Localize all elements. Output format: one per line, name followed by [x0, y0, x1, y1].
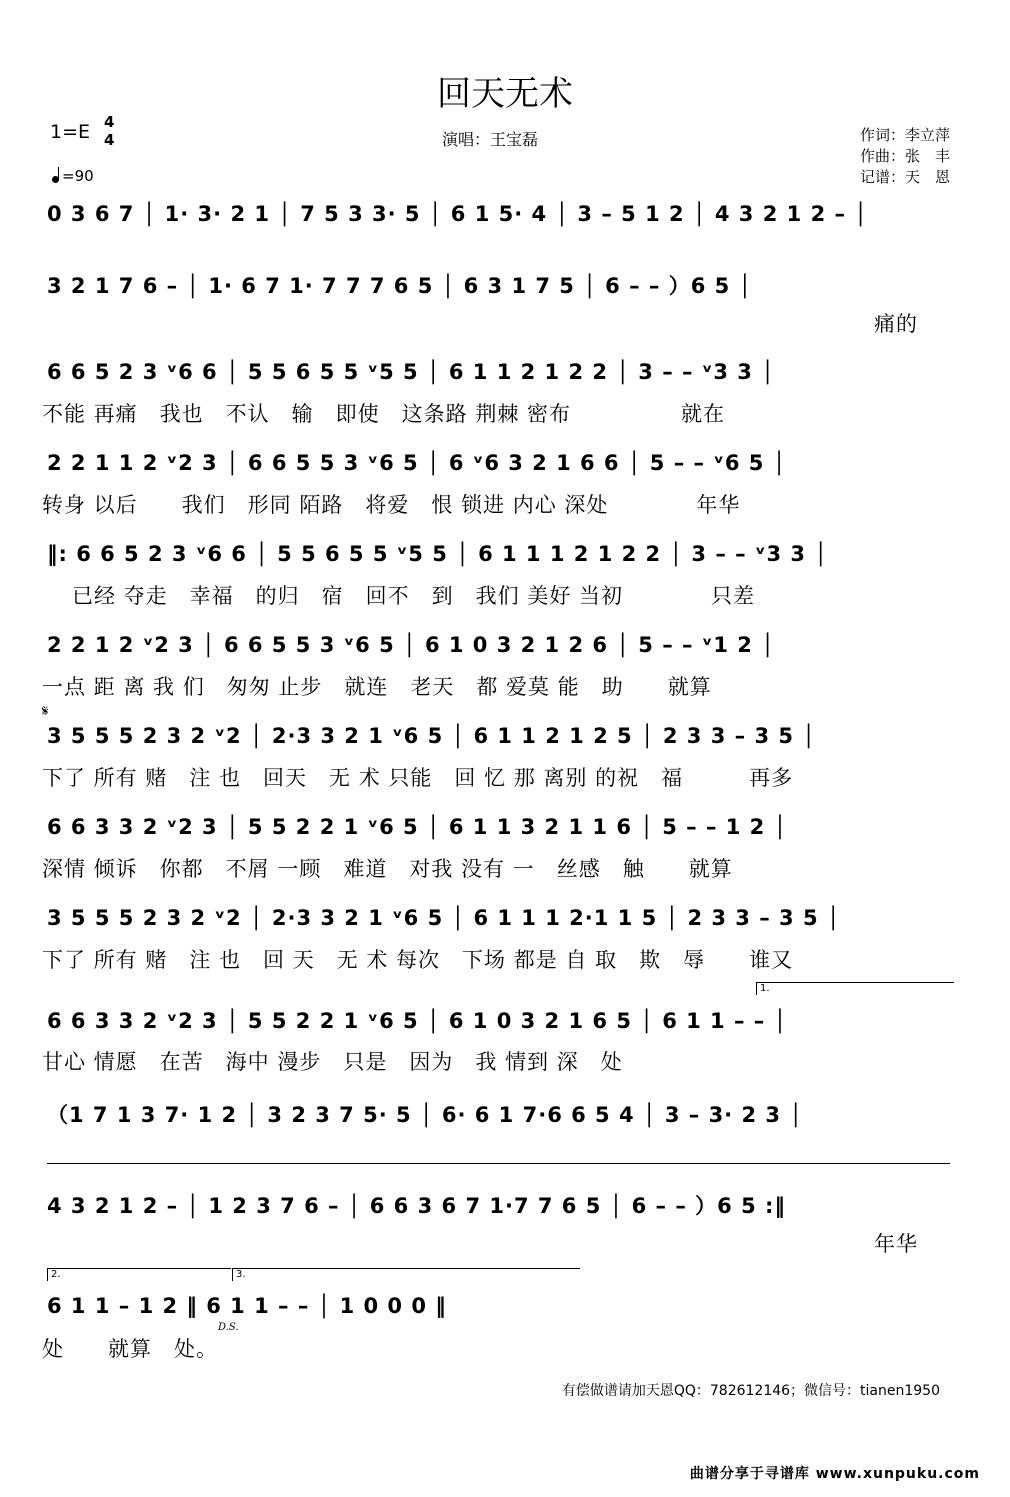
- lyric-line-3: 不能 再痛 我也 不认 输 即使 这条路 荆棘 密布 就在: [42, 402, 726, 426]
- music-line-3: 6 6 5 2 3 ᵛ6 6 │ 5 5 6 5 5 ᵛ5 5 │ 6 1 1 2 1 2 2 │ 3 – – ᵛ3 3 │: [47, 360, 775, 384]
- volta-bracket-3: [232, 1268, 580, 1281]
- tempo-marking: [52, 167, 94, 185]
- music-line-11: （1 7 1 3 7· 1 2 │ 3 2 3 7 5· 5 │ 6· 6 1 7·6 6 5 4 │ 3 – 3· 2 3 │: [47, 1103, 803, 1127]
- lyric-line-7: 下了 所有 赌 注 也 回天 无 术 只能 回 忆 那 离别 的祝 福 再多: [42, 766, 794, 790]
- lyric-line-8: 深情 倾诉 你都 不屑 一顾 难道 对我 没有 一 丝感 触 就算: [42, 857, 733, 881]
- music-line-8: 6 6 3 3 2 ᵛ2 3 │ 5 5 2 2 1 ᵛ6 5 │ 6 1 1 3 2 1 1 6 │ 5 – – 1 2 │: [47, 815, 788, 839]
- lyric-line-2: 痛的: [874, 312, 918, 336]
- lyric-line-9: 下了 所有 赌 注 也 回 天 无 术 每次 下场 都是 自 取 欺 辱 谁又: [42, 948, 794, 972]
- transcriber-credit: 记谱：天 恩: [859, 168, 950, 186]
- music-line-2: 3 2 1 7 6 – │ 1· 6 7 1· 7 7 7 6 5 │ 6 3 1 7 5 │ 6 – – ）6 5 │: [47, 274, 753, 298]
- lyric-line-10: 甘心 情愿 在苦 海中 漫步 只是 因为 我 情到 深 处: [42, 1050, 623, 1074]
- time-signature: [104, 113, 114, 149]
- lyric-line-13: 处 就算 处。: [42, 1337, 218, 1361]
- singer-credit: 演唱：王宝磊: [442, 130, 539, 149]
- page-title: 回天无术: [437, 74, 573, 114]
- footer-contact-note: 有偿做谱请加天恩QQ：782612146；微信号：tianen1950: [561, 1383, 940, 1399]
- lyric-line-5: 已经 夺走 幸福 的归 宿 回不 到 我们 美好 当初 只差: [72, 584, 756, 608]
- lyricist-credit: 作词：李立萍: [859, 126, 950, 144]
- footer-site-credit: 曲谱分享于寻谱库 www.xunpuku.com: [689, 1466, 980, 1482]
- volta-continuation-line: [47, 1163, 950, 1164]
- time-sig-top: 4: [104, 113, 115, 131]
- music-line-10: 6 6 3 3 2 ᵛ2 3 │ 5 5 2 2 1 ᵛ6 5 │ 6 1 0 3 2 1 6 5 │ 6 1 1 – – │: [47, 1009, 788, 1033]
- music-line-7: 3 5 5 5 2 3 2 ᵛ2 │ 2·3 3 2 1 ᵛ6 5 │ 6 1 1 2 1 2 5 │ 2 3 3 – 3 5 │: [47, 724, 816, 748]
- lyric-line-4: 转身 以后 我们 形同 陌路 将爱 恨 锁进 内心 深处 年华: [42, 493, 741, 517]
- music-line-12: 4 3 2 1 2 – │ 1 2 3 7 6 – │ 6 6 3 6 7 1·7 7 6 5 │ 6 – – ）6 5 :‖: [47, 1194, 786, 1218]
- music-line-6: 2 2 1 2 ᵛ2 3 │ 6 6 5 5 3 ᵛ6 5 │ 6 1 0 3 2 1 2 6 │ 5 – – ᵛ1 2 │: [47, 633, 775, 657]
- quarter-note-icon: [52, 176, 59, 183]
- music-line-1: 0 3 6 7 │ 1· 3· 2 1 │ 7 5 3 3· 5 │ 6 1 5· 4 │ 3 – 5 1 2 │ 4 3 2 1 2 – │: [47, 202, 868, 226]
- key-signature: 1=E: [50, 121, 91, 143]
- volta-label-1: 1.: [760, 983, 770, 994]
- music-line-13: 6 1 1 – 1 2 ‖ 6 1 1 – – │ 1 0 0 0 ‖: [47, 1294, 447, 1318]
- dal-segno-mark: D.S.: [218, 1322, 239, 1333]
- music-line-9: 3 5 5 5 2 3 2 ᵛ2 │ 2·3 3 2 1 ᵛ6 5 │ 6 1 1 1 2·1 1 5 │ 2 3 3 – 3 5 │: [47, 906, 841, 930]
- music-line-4: 2 2 1 1 2 ᵛ2 3 │ 6 6 5 5 3 ᵛ6 5 │ 6 ᵛ6 3 2 1 6 6 │ 5 – – ᵛ6 5 │: [47, 451, 787, 475]
- time-sig-bottom: 4: [104, 131, 115, 149]
- lyric-line-6: 一点 距 离 我 们 匆匆 止步 就连 老天 都 爱莫 能 助 就算: [42, 675, 712, 699]
- lyric-line-12: 年华: [874, 1232, 918, 1256]
- segno-sign: 𝄋: [42, 702, 49, 720]
- volta-bracket-1: [756, 982, 954, 995]
- music-line-5: ‖: 6 6 5 2 3 ᵛ6 6 │ 5 5 6 5 5 ᵛ5 5 │ 6 1 1 1 2 1 2 2 │ 3 – – ᵛ3 3 │: [47, 542, 828, 566]
- tempo-value: =90: [62, 167, 94, 185]
- volta-label-2: 2.: [51, 1269, 61, 1280]
- volta-bracket-2: [47, 1268, 231, 1281]
- credits-block: [860, 125, 950, 188]
- volta-label-3: 3.: [236, 1269, 246, 1280]
- composer-credit: 作曲：张 丰: [859, 147, 950, 165]
